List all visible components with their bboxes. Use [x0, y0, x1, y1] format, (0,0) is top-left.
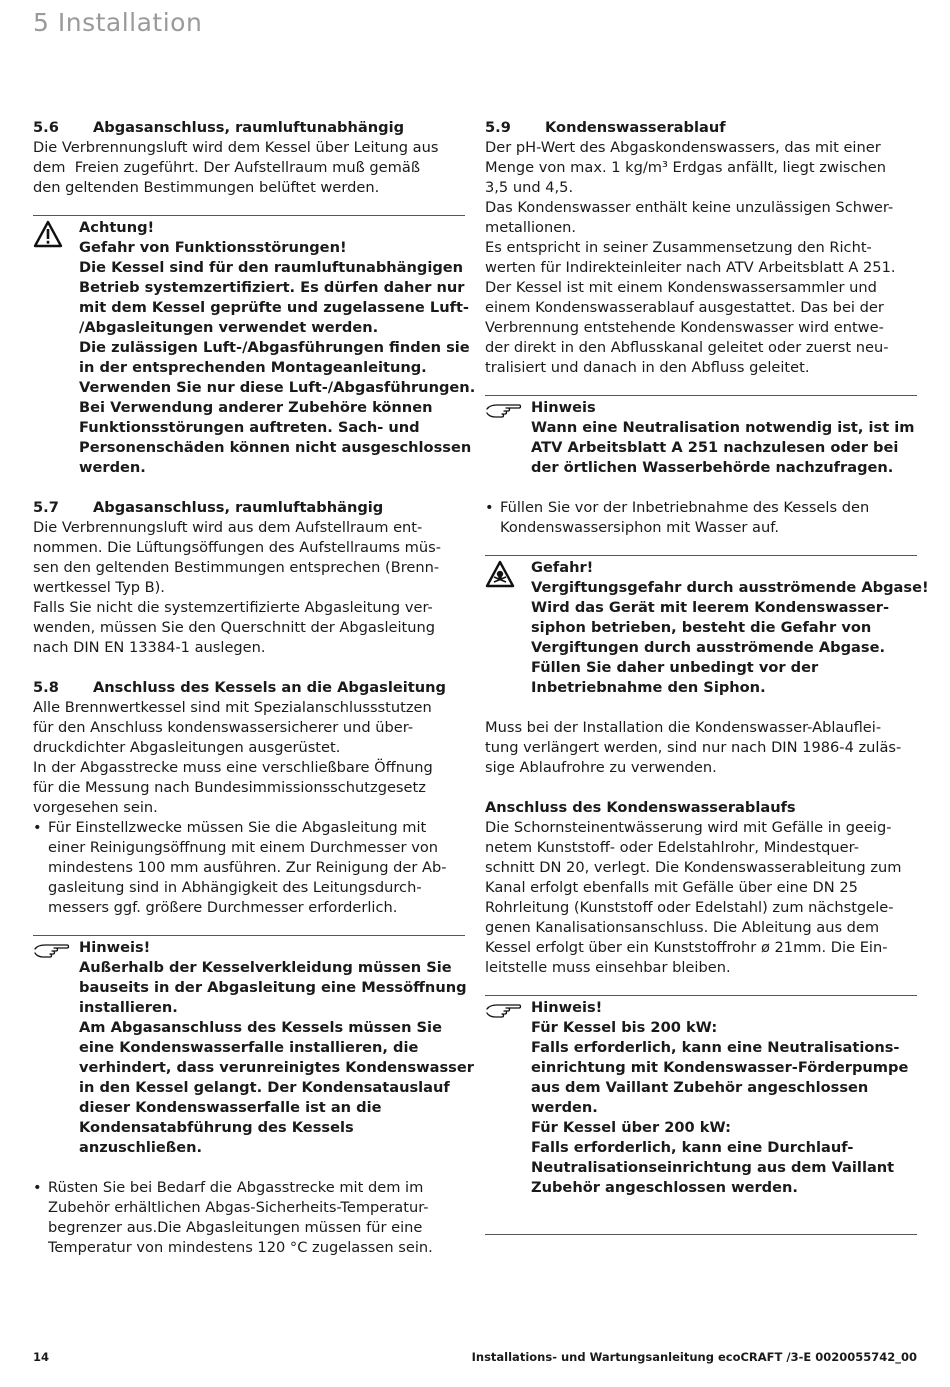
section-title: Abgasanschluss, raumluftabhängig	[93, 499, 384, 516]
text-line: Funktionsstörungen auftreten. Sach- und	[79, 419, 420, 436]
section-5-8-text	[33, 698, 465, 818]
text-line: den geltenden Bestimmungen belüftet werden.	[33, 179, 380, 196]
left-column	[33, 118, 476, 1258]
text-line: Wann eine Neutralisation notwendig ist, ist im	[531, 419, 915, 436]
text-line: einrichtung mit Kondenswasser-Förderpumpe	[531, 1059, 909, 1076]
text-line: Kanal erfolgt ebenfalls mit Gefälle über eine DN 25	[485, 879, 858, 896]
section-5-7-text	[33, 518, 465, 658]
text-line: Für Kessel über 200 kW:	[531, 1119, 731, 1136]
text-line: gasleitung sind in Abhängigkeit des Leitungsdurch-	[48, 879, 422, 896]
text-line: werden.	[79, 459, 146, 476]
hint-text	[531, 998, 917, 1198]
text-line: Die zulässigen Luft-/Abgasführungen finden sie	[79, 339, 470, 356]
bullet-text	[48, 818, 447, 918]
text-line: genen Kanalisationsanschluss. Die Ableitung aus dem	[485, 919, 880, 936]
section-5-9-text	[485, 138, 917, 378]
text-line: Hinweis!	[79, 939, 151, 956]
text-line: Rüsten Sie bei Bedarf die Abgasstrecke mit dem im	[48, 1179, 424, 1196]
warning-box	[33, 215, 476, 478]
text-line: wertkessel Typ B).	[33, 579, 165, 596]
section-number: 5.9	[485, 119, 511, 136]
section-title: Anschluss des Kessels an die Abgasleitung	[93, 679, 446, 696]
text-line: schnitt DN 20, verlegt. Die Kondenswasserableitung zum	[485, 859, 902, 876]
pointing-hand-icon	[485, 398, 531, 478]
page-number: 14	[33, 1350, 50, 1364]
text-line: Es entspricht in seiner Zusammensetzung den Richt-	[485, 239, 872, 256]
text-line: Zubehör angeschlossen werden.	[531, 1179, 798, 1196]
text-line: dieser Kondenswasserfalle ist an die	[79, 1099, 382, 1116]
text-line: für die Messung nach Bundesimmissionsschutzgesetz	[33, 779, 426, 796]
section-5-6-text	[33, 138, 465, 198]
text-line: Neutralisationseinrichtung aus dem Vaillant	[531, 1159, 895, 1176]
text-line: Für Kessel bis 200 kW:	[531, 1019, 718, 1036]
text-line: 3,5 und 4,5.	[485, 179, 574, 196]
text-line: Vergiftungen durch ausströmende Abgase.	[531, 639, 886, 656]
text-line: Außerhalb der Kesselverkleidung müssen Sie	[79, 959, 452, 976]
text-line: ATV Arbeitsblatt A 251 nachzulesen oder bei	[531, 439, 899, 456]
text-line: Rohrleitung (Kunststoff oder Edelstahl) zum nächstgele-	[485, 899, 894, 916]
hint-text	[531, 398, 917, 478]
text-line: Menge von max. 1 kg/m³ Erdgas anfällt, liegt zwischen	[485, 159, 887, 176]
text-line: metallionen.	[485, 219, 577, 236]
text-line: Kondensatabführung des Kessels	[79, 1119, 354, 1136]
text-line: einer Reinigungsöffnung mit einem Durchmesser von	[48, 839, 439, 856]
danger-box	[485, 555, 929, 698]
text-line: nach DIN EN 13384-1 auslegen.	[33, 639, 266, 656]
text-line: sen den geltenden Bestimmungen entsprechen (Brenn-	[33, 559, 440, 576]
list-item	[33, 818, 465, 918]
text-line: mit dem Kessel geprüfte und zugelassene Luft-	[79, 299, 469, 316]
text-line: siphon betrieben, besteht die Gefahr von	[531, 619, 872, 636]
text-line: netem Kunststoff- oder Edelstahlrohr, Mindestquer-	[485, 839, 859, 856]
page-title: 5 Installation	[33, 8, 203, 37]
text-line: Falls erforderlich, kann eine Durchlauf-	[531, 1139, 854, 1156]
text-line: Der pH-Wert des Abgaskondenswassers, das mit einer	[485, 139, 881, 156]
text-line: Achtung!	[79, 219, 155, 236]
hint-box	[485, 995, 917, 1198]
subsection-text	[485, 818, 917, 978]
warning-triangle-icon	[33, 218, 79, 478]
bullet-dot: •	[485, 499, 494, 516]
pointing-hand-icon	[33, 938, 79, 1158]
document-reference: Installations- und Wartungsanleitung ecoCRAFT /3-E 0020055742_00	[471, 1350, 917, 1364]
text-line: Das Kondenswasser enthält keine unzulässigen Schwer-	[485, 199, 894, 216]
text-line: Bei Verwendung anderer Zubehöre können	[79, 399, 433, 416]
text-line: werden.	[531, 1099, 598, 1116]
section-number: 5.6	[33, 119, 59, 136]
text-line: Temperatur von mindestens 120 °C zugelassen sein.	[48, 1239, 433, 1256]
pointing-hand-icon	[485, 998, 531, 1198]
text-line: Füllen Sie vor der Inbetriebnahme des Kessels den	[500, 499, 870, 516]
text-line: der direkt in den Abflusskanal geleitet oder zuerst neu-	[485, 339, 889, 356]
bullet-text	[500, 498, 869, 538]
text-line: Für Einstellzwecke müssen Sie die Abgasleitung mit	[48, 819, 427, 836]
text-line: /Abgasleitungen verwendet werden.	[79, 319, 379, 336]
text-line: Hinweis!	[531, 999, 603, 1016]
text-line: in den Kessel gelangt. Der Kondensatauslauf	[79, 1079, 450, 1096]
text-line: Wird das Gerät mit leerem Kondenswasser-	[531, 599, 890, 616]
text-line: messers ggf. größere Durchmesser erforderlich.	[48, 899, 398, 916]
bullet-dot: •	[33, 1179, 42, 1196]
text-line: anzuschließen.	[79, 1139, 203, 1156]
text-line: Zubehör erhältlichen Abgas-Sicherheits-Temperatur-	[48, 1199, 429, 1216]
list-item	[485, 498, 917, 538]
bullet-text	[48, 1178, 433, 1258]
text-line: in der entsprechenden Montageanleitung.	[79, 359, 427, 376]
text-line: wenden, müssen Sie den Querschnitt der Abgasleitung	[33, 619, 436, 636]
text-line: sige Ablaufrohre zu verwenden.	[485, 759, 717, 776]
text-line: Kessel erfolgt über ein Kunststoffrohr ø 21mm. Die Ein-	[485, 939, 888, 956]
text-line: Die Schornsteinentwässerung wird mit Gefälle in geeig-	[485, 819, 892, 836]
section-5-8-heading	[33, 678, 465, 698]
text-line: einem Kondenswasserablauf ausgestattet. Das bei der	[485, 299, 884, 316]
text-line: dem Freien zugeführt. Der Aufstellraum muß gemäß	[33, 159, 421, 176]
section-5-6-heading	[33, 118, 465, 138]
text-line: Vergiftungsgefahr durch ausströmende Abgase!	[531, 579, 929, 596]
danger-text	[531, 558, 929, 698]
text-line: tung verlängert werden, sind nur nach DIN 1986-4 zuläs-	[485, 739, 902, 756]
text-line: installieren.	[79, 999, 178, 1016]
section-number: 5.8	[33, 679, 59, 696]
text-line: leitstelle muss einsehbar bleiben.	[485, 959, 731, 976]
list-item	[33, 1178, 465, 1258]
divider	[485, 1234, 917, 1235]
section-5-9-heading	[485, 118, 917, 138]
text-line: verhindert, dass verunreinigtes Kondenswasser	[79, 1059, 474, 1076]
right-column	[485, 118, 929, 1235]
section-title: Abgasanschluss, raumluftunabhängig	[93, 119, 405, 136]
text-line: druckdichter Abgasleitungen ausgerüstet.	[33, 739, 341, 756]
text-line: Betrieb systemzertifiziert. Es dürfen daher nur	[79, 279, 465, 296]
text-line: In der Abgasstrecke muss eine verschließbare Öffnung	[33, 759, 433, 776]
text-line: mindestens 100 mm ausführen. Zur Reinigung der Ab-	[48, 859, 447, 876]
hint-text	[79, 938, 474, 1158]
text-line: Falls Sie nicht die systemzertifizierte Abgasleitung ver-	[33, 599, 433, 616]
text-line: eine Kondenswasserfalle installieren, die	[79, 1039, 419, 1056]
text-line: Am Abgasanschluss des Kessels müssen Sie	[79, 1019, 442, 1036]
text-line: Kondenswassersiphon mit Wasser auf.	[500, 519, 779, 536]
text-line: Muss bei der Installation die Kondenswasser-Ablauflei-	[485, 719, 882, 736]
text-line: für den Anschluss kondenswassersicherer und über-	[33, 719, 414, 736]
warning-text	[79, 218, 475, 478]
text-line: Die Verbrennungsluft wird dem Kessel über Leitung aus	[33, 139, 439, 156]
subsection-title: Anschluss des Kondenswasserablaufs	[485, 799, 796, 816]
text-line: Die Kessel sind für den raumluftunabhängigen	[79, 259, 464, 276]
hint-box	[485, 395, 917, 478]
text-line: Die Verbrennungsluft wird aus dem Aufstellraum ent-	[33, 519, 423, 536]
text-line: Alle Brennwertkessel sind mit Spezialanschlussstutzen	[33, 699, 432, 716]
hint-box	[33, 935, 474, 1158]
text-line: werten für Indirekteinleiter nach ATV Arbeitsblatt A 251.	[485, 259, 896, 276]
text-line: Hinweis	[531, 399, 596, 416]
text-line: aus dem Vaillant Zubehör angeschlossen	[531, 1079, 869, 1096]
text-line: Gefahr von Funktionsstörungen!	[79, 239, 347, 256]
bullet-dot: •	[33, 819, 42, 836]
text-line: Gefahr!	[531, 559, 594, 576]
section-5-7-heading	[33, 498, 465, 518]
text-line: Verbrennung entstehende Kondenswasser wird entwe-	[485, 319, 884, 336]
text-line: Inbetriebnahme den Siphon.	[531, 679, 766, 696]
text-line: Falls erforderlich, kann eine Neutralisations-	[531, 1039, 900, 1056]
text-line: tralisiert und danach in den Abfluss geleitet.	[485, 359, 810, 376]
text-line: Verwenden Sie nur diese Luft-/Abgasführungen.	[79, 379, 476, 396]
section-title: Kondenswasserablauf	[545, 119, 726, 136]
section-number: 5.7	[33, 499, 59, 516]
toxic-warning-icon	[485, 558, 531, 698]
text-line: vorgesehen sein.	[33, 799, 158, 816]
text-line: begrenzer aus.Die Abgasleitungen müssen für eine	[48, 1219, 423, 1236]
text-line: Der Kessel ist mit einem Kondenswassersammler und	[485, 279, 877, 296]
text-line: der örtlichen Wasserbehörde nachzufragen.	[531, 459, 894, 476]
text-line: Füllen Sie daher unbedingt vor der	[531, 659, 819, 676]
text-line: bauseits in der Abgasleitung eine Messöffnung	[79, 979, 467, 996]
text-line: Personenschäden können nicht ausgeschlossen	[79, 439, 472, 456]
paragraph-extension	[485, 718, 917, 778]
text-line: nommen. Die Lüftungsöffungen des Aufstellraums müs-	[33, 539, 441, 556]
